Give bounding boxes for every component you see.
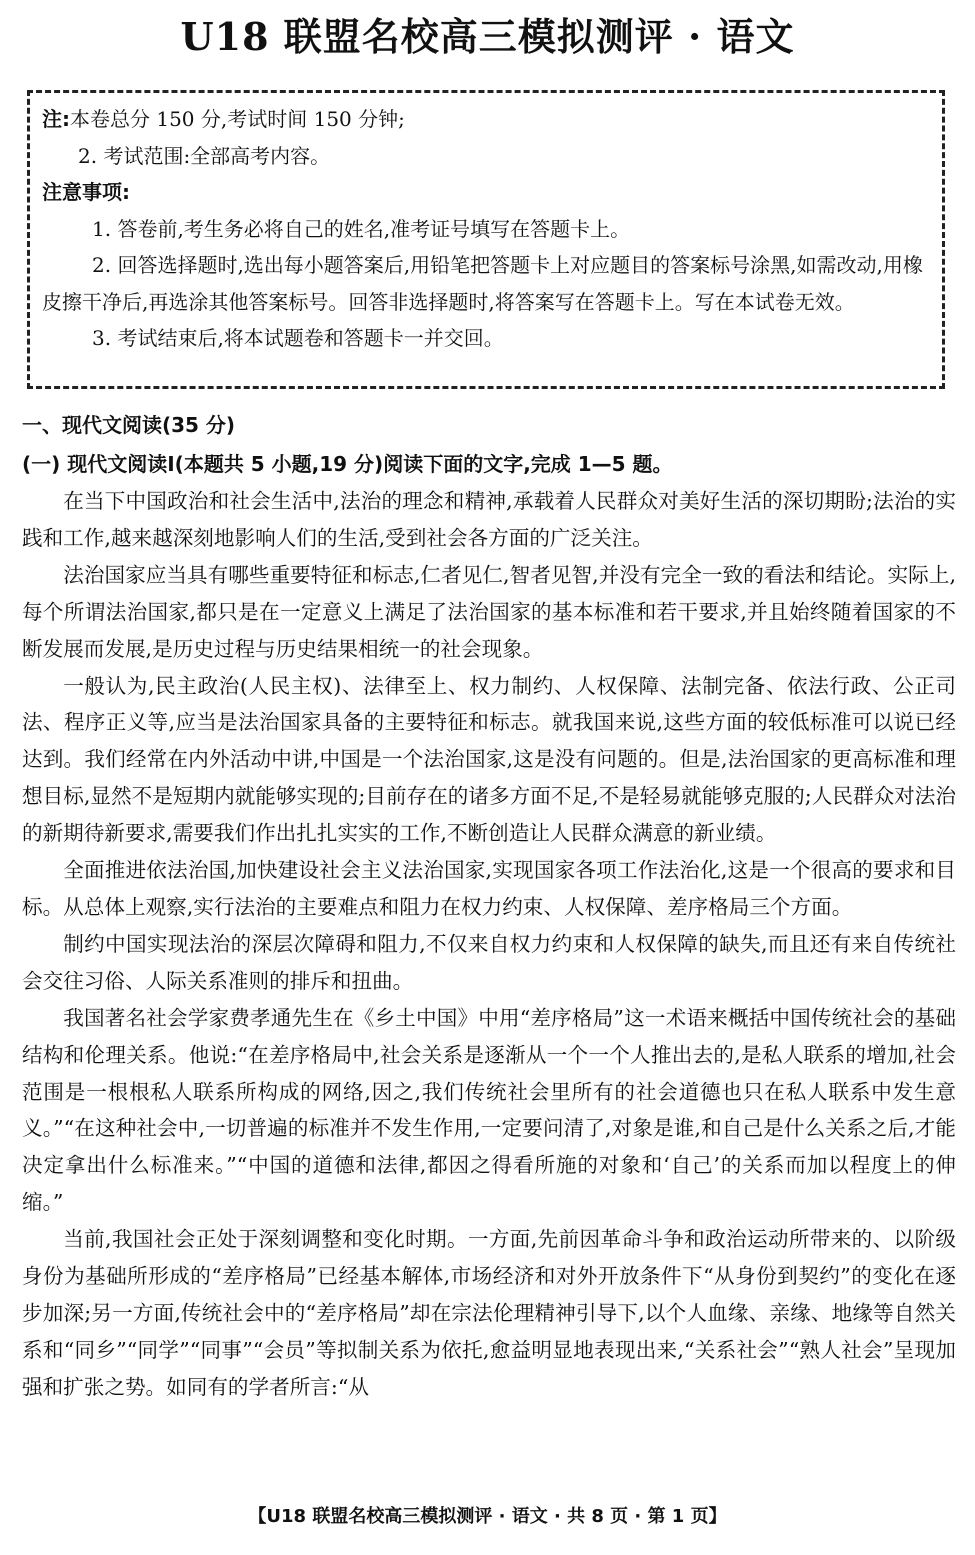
- passage-paragraph: 我国著名社会学家费孝通先生在《乡土中国》中用“差序格局”这一术语来概括中国传统社会的基础结构和伦理关系。他说:“在差序格局中,社会关系是逐渐从一个一个人推出去的,是私人联系的增加,社会范围是一根根私人联系所构成的网络,因之,我们传统社会里所有的社会道德也只在私人联系中发生意义。”“在这种社会中,一切普遍的标准并不发生作用,一定要问清了,对象是谁,和自己是什么关系之后,才能决定拿出什么标准来。”“中国的道德和法律,都因之得看所施的对象和‘自己’的关系而加以程度上的伸缩。”: [22, 1005, 956, 1215]
- passage-paragraph: 制约中国实现法治的深层次障碍和阻力,不仅来自权力约束和人权保障的缺失,而且还有来自传统社会交往习俗、人际关系准则的排斥和扭曲。: [22, 931, 956, 993]
- notice-line-1: [42, 101, 930, 138]
- precaution-item-1: 1. 答卷前,考生务必将自己的姓名,准考证号填写在答题卡上。: [92, 216, 631, 241]
- precaution-item-3: 3. 考试结束后,将本试题卷和答题卡一并交回。: [92, 326, 504, 350]
- notice-score-time: 本卷总分 150 分,考试时间 150 分钟;: [70, 107, 405, 131]
- reading-passage: [22, 483, 956, 1406]
- precautions-label: 注意事项:: [42, 180, 130, 204]
- notice-scope: 2. 考试范围:全部高考内容。: [78, 143, 331, 168]
- passage-paragraph: 全面推进依法治国,加快建设社会主义法治国家,实现国家各项工作法治化,这是一个很高的要求和目标。从总体上观察,实行法治的主要难点和阻力在权力约束、人权保障、差序格局三个方面。: [22, 858, 956, 919]
- notice-line-3: [42, 174, 930, 211]
- page-footer: 【U18 联盟名校高三模拟测评 · 语文 · 共 8 页 · 第 1 页】: [248, 1506, 727, 1527]
- page-title: U18 联盟名校高三模拟测评 · 语文: [180, 14, 795, 59]
- passage-paragraph: 一般认为,民主政治(人民主权)、法律至上、权力制约、人权保障、法制完备、依法行政、公正司法、程序正义等,应当是法治国家具备的主要特征和标志。就我国来说,这些方面的较低标准可以说已经达到。我们经常在内外活动中讲,中国是一个法治国家,这是没有问题的。但是,法治国家的更高标准和理想目标,显然不是短期内就能够实现的;目前存在的诸多方面不足,不是轻易就能够克服的;人民群众对法治的新期待新要求,需要我们作出扎扎实实的工作,不断创造让人民群众满意的新业绩。: [22, 673, 956, 846]
- notice-label: 注:: [42, 107, 70, 131]
- passage-paragraph: 当前,我国社会正处于深刻调整和变化时期。一方面,先前因革命斗争和政治运动所带来的、以阶级身份为基础所形成的“差序格局”已经基本解体,市场经济和对外开放条件下“从身份到契约”的变化在逐步加深;另一方面,传统社会中的“差序格局”却在宗法伦理精神引导下,以个人血缘、亲缘、地缘等自然关系和“同乡”“同学”“同事”“会员”等拟制关系为依托,愈益明显地表现出来,“关系社会”“熟人社会”呈现加强和扩张之势。如同有的学者所言:“从: [22, 1227, 956, 1399]
- notice-box: [27, 90, 945, 389]
- passage-paragraph: 在当下中国政治和社会生活中,法治的理念和精神,承载着人民群众对美好生活的深切期盼;法治的实践和工作,越来越深刻地影响人们的生活,受到社会各方面的广泛关注。: [22, 489, 956, 550]
- subsection-heading: (一) 现代文阅读I(本题共 5 小题,19 分)阅读下面的文字,完成 1—5 题。: [22, 452, 673, 476]
- passage-paragraph: 法治国家应当具有哪些重要特征和标志,仁者见仁,智者见智,并没有完全一致的看法和结论。实际上,每个所谓法治国家,都只是在一定意义上满足了法治国家的基本标准和若干要求,并且始终随着国家的不断发展而发展,是历史过程与历史结果相统一的社会现象。: [22, 562, 956, 661]
- precaution-item-2: 2. 回答选择题时,选出每小题答案后,用铅笔把答题卡上对应题目的答案标号涂黑,如需改动,用橡皮擦干净后,再选涂其他答案标号。回答非选择题时,将答案写在答题卡上。写在本试卷无效。: [42, 253, 923, 314]
- section-heading: 一、现代文阅读(35 分): [22, 413, 236, 437]
